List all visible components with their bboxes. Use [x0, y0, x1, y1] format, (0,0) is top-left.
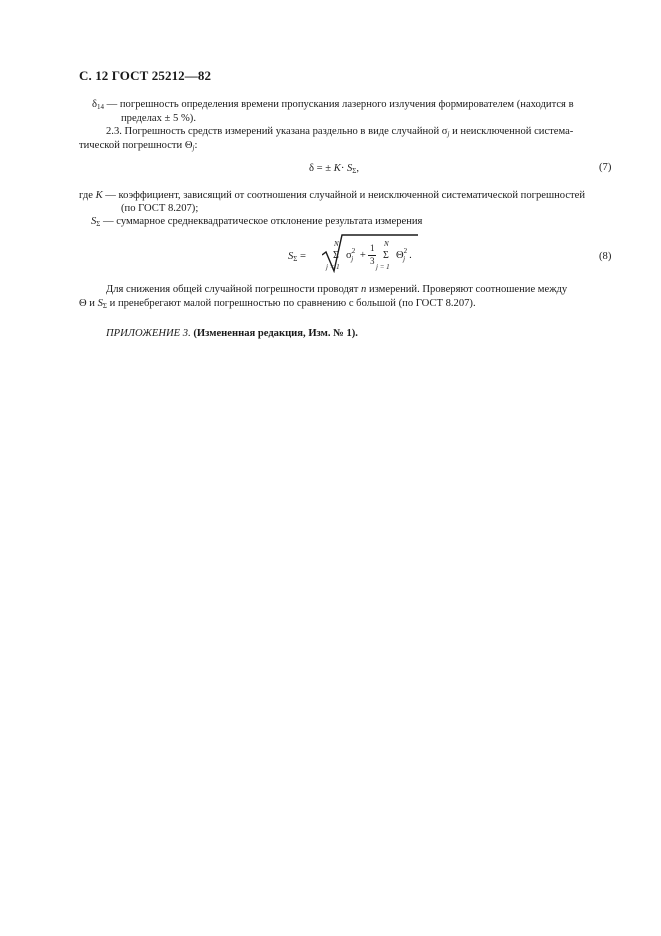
reduce-text-c: и пренебрегают малой погрешностью по сравнению с большой (по ГОСТ 8.207). [107, 298, 476, 309]
where-k-line2: (по ГОСТ 8.207); [121, 203, 199, 214]
sum2-lower: j = 1 [376, 263, 390, 271]
eq7-s: S [347, 163, 353, 174]
delta14-definition-line2: пределах ± 5 %). [121, 113, 196, 124]
sigma-subscript-j: j [351, 255, 354, 263]
eq7-k: K [333, 163, 341, 174]
sum2-symbol: Σ [383, 250, 389, 261]
fraction-denominator: 3 [370, 256, 375, 266]
eq8-lhs [288, 251, 306, 263]
sum1-symbol: Σ [333, 250, 339, 261]
theta-symbol-inline: Θ [79, 298, 87, 309]
theta-subscript: j [192, 144, 195, 152]
theta-superscript: 2 [403, 247, 408, 255]
s-symbol: S [91, 216, 97, 227]
s-sigma-text: — суммарное среднеквадратическое отклонение результата измерения [100, 216, 423, 227]
colon: : [194, 140, 198, 151]
appendix-note [106, 327, 358, 340]
para-2-3-end: и неисключенной система- [449, 126, 574, 137]
theta-symbol: Θ [396, 250, 404, 261]
theta-term [396, 247, 412, 263]
s-sigma-definition [91, 215, 422, 231]
sigma-term [346, 247, 366, 263]
sum2-upper: N [384, 240, 389, 248]
reduce-text-b: измерений. Проверяют соотношение между [366, 284, 568, 295]
reduce-paragraph-line1 [106, 283, 567, 296]
s-subscript: Σ [96, 220, 101, 228]
s-subscript-inline: Σ [102, 302, 107, 310]
appendix-label: ПРИЛОЖЕНИЕ 3. [106, 328, 191, 339]
sum1-lower: j = 1 [326, 263, 340, 271]
eq8-equals: = [297, 251, 306, 262]
s-symbol-inline: S [97, 298, 103, 309]
eq8-s: S [288, 251, 294, 262]
eq7-lhs: δ = ± [309, 163, 334, 174]
sum1-upper: N [334, 240, 339, 248]
eq8-s-subscript: Σ [293, 255, 298, 263]
eq8-period: . [409, 250, 412, 261]
equation-8-number: (8) [599, 251, 612, 262]
and-word: и [86, 298, 98, 309]
delta14-text: — погрешность определения времени пропускания лазерного излучения формирователем (находится в [104, 99, 574, 110]
where-k-text: — коэффициент, зависящий от соотношения случайной и неисключенной систематической погрешностей [102, 190, 586, 201]
n-symbol: n [361, 284, 367, 295]
equation-7-number: (7) [599, 162, 612, 173]
appendix-revision: (Измененная редакция, Изм. № 1). [190, 328, 358, 339]
fraction-numerator: 1 [370, 243, 375, 253]
where-k-line1 [79, 189, 585, 202]
theta-subscript-j: j [403, 255, 406, 263]
eq7-comma: , [356, 163, 360, 174]
para-2-3-text: 2.3. Погрешность средств измерений указана раздельно в виде случайной σ [106, 126, 448, 137]
para-2-3-line2 [79, 139, 197, 155]
where-prefix: где [79, 190, 96, 201]
eq7-s-subscript: Σ [352, 167, 357, 175]
sigma-symbol: σ [346, 250, 352, 261]
sigma-subscript: j [447, 130, 450, 138]
delta-symbol: δ [92, 99, 97, 110]
sigma-superscript: 2 [351, 247, 356, 255]
reduce-paragraph-line2 [79, 297, 476, 313]
reduce-text-a: Для снижения общей случайной погрешности проводят [106, 284, 362, 295]
equation-7 [309, 163, 359, 175]
delta-index: 14 [97, 103, 104, 111]
page-header: С. 12 ГОСТ 25212—82 [79, 68, 212, 83]
k-symbol: K [95, 190, 103, 201]
eq7-dot: · [340, 163, 347, 174]
plus-sign: + [357, 250, 366, 261]
para-2-3-line2-text: тической погрешности Θ [79, 140, 193, 151]
